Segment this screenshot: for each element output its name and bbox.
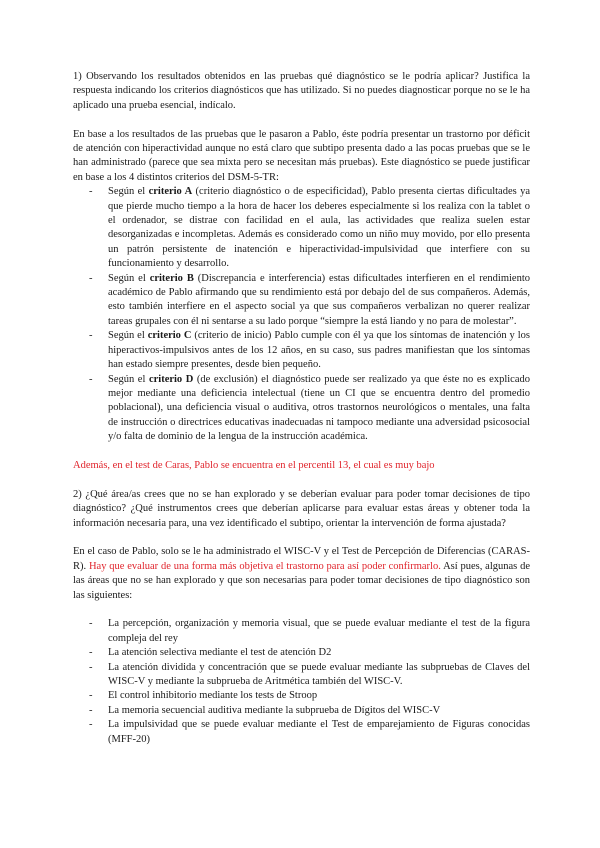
criterion-prefix: Según el [108,272,150,284]
criterion-text: (criterio de inicio) Pablo cumple con él ya que los síntomas de inatención y los hiperactivos-impulsivos antes de los 12 años, en su caso, sus padres manifiestan que los síntomas han estado siempre presentes, desde bien pequeño. [108,330,530,371]
criterion-text: (criterio diagnóstico o de especificidad), Pablo presenta ciertas dificultades ya que pierde mucho tiempo a la hora de hacer los deberes especialmente si los realiza con la tablet o el ordenador, se distrae con facilidad en el aula, las actividades que realiza suelen estar desorganizadas e incompletas. Además es considerado como un niño muy movido, por ello presenta un patrón persistente de inatención e hiperactividad-impulsividad que interfiere con su funcionamiento y desarrollo. [108,186,530,270]
spacer [73,113,530,127]
areas-list [73,617,530,747]
criterion-prefix: Según el [108,186,149,198]
criterion-prefix: Según el [108,330,148,342]
criterion-label: criterio D [148,373,194,385]
criterion-text: (Discrepancia e interferencia) estas dificultades interfieren en el rendimiento académico de Pablo afirmando que su rendimiento está por debajo del de sus compañeros. Además, esto también interfiere en el aspecto social ya que sus compañeros verbalizan no querer realizar tareas grupales con él ni sentarse a su lado porque “siempre la está liando y no para de molestar”. [108,272,531,327]
area-item: - La memoria secuencial auditiva mediante la subprueba de Dígitos del WISC-V [73,704,530,718]
answer-2 [73,545,530,603]
criterion-label: criterio A [148,186,193,198]
answer-2-part1: En el caso de Pablo, solo se le ha administrado el WISC-V y el Test de Percepción de Diferencias (CARAS-R). [73,546,530,572]
answer-1-intro: En base a los resultados de las pruebas que le pasaron a Pablo, éste podría presentar un trastorno por déficit de atención con hiperactividad aunque no está claro que subtipo presenta dado a las pocas pruebas que se le han administrado (parece que sea mixta pero se necesitan más pruebas). Este diagnóstico se puede justificar en base a los 4 distintos criterios del DSM-5-TR: [73,128,530,183]
criterion-label: criterio B [149,272,194,284]
question-1: 1) Observando los resultados obtenidos en las pruebas qué diagnóstico se le podría aplicar? Justifica la respuesta indicando los criterios diagnósticos que has utilizado. Si no puedes diagnosticar porque no se le ha aplicado una prueba esencial, indícalo. [73,71,530,111]
spacer [73,603,530,617]
spacer [73,473,530,487]
criterion-d-item [73,373,530,445]
criterion-text: (de exclusión) el diagnóstico puede ser realizado ya que éste no es explicado mejor mediante una deficiencia intelectual (tiene un CI que se encuentra dentro del promedio poblacional), una deficiencia visual o auditiva, otros trastornos neurológicos o mentales, una falta de instrucción o directrices educativas inadecuadas ni tampoco mediante una adversidad psicosocial y/o falta de dominio de la lengua de la instrucción académica. [108,373,530,443]
criterion-label: criterio C [147,330,192,342]
criterion-prefix: Según el [108,373,149,385]
area-item: - El control inhibitorio mediante los tests de Stroop [73,689,530,703]
document-page [73,70,530,747]
question-2: 2) ¿Qué área/as crees que no se han explorado y se deberían evaluar para poder tomar decisiones de tipo diagnóstico? ¿Qué instrumentos crees que deberían aplicarse para evaluar estas áreas y obtener toda la información necesaria para, una vez identificado el subtipo, orientar la intervención de forma ajustada? [73,488,530,529]
criterion-a-item [73,185,530,271]
area-item: - La impulsividad que se puede evaluar mediante el Test de emparejamiento de Figuras conocidas (MFF-20) [73,718,530,747]
area-item: - La atención selectiva mediante el test de atención D2 [73,646,530,660]
spacer [73,531,530,545]
area-item: - La atención dividida y concentración que se puede evaluar mediante las subpruebas de Claves del WISC-V y mediante la subprueba de Aritmética también del WISC-V. [73,661,530,690]
answer-2-part2: Así pues, algunas de las áreas que no se han explorado y que son necesarias para poder tomar decisiones de tipo diagnóstico son las siguientes: [73,560,530,601]
area-item: - La percepción, organización y memoria visual, que se puede evaluar mediante el test de la figura compleja del rey [73,617,530,646]
criterion-b-item [73,272,530,330]
criteria-list [73,185,530,444]
caras-note: Además, en el test de Caras, Pablo se encuentra en el percentil 13, el cual es muy bajo [73,459,435,471]
criterion-c-item [73,329,530,372]
answer-2-highlight: Hay que evaluar de una forma más objetiva el trastorno para así poder confirmarlo. [88,560,441,572]
spacer [73,445,530,459]
